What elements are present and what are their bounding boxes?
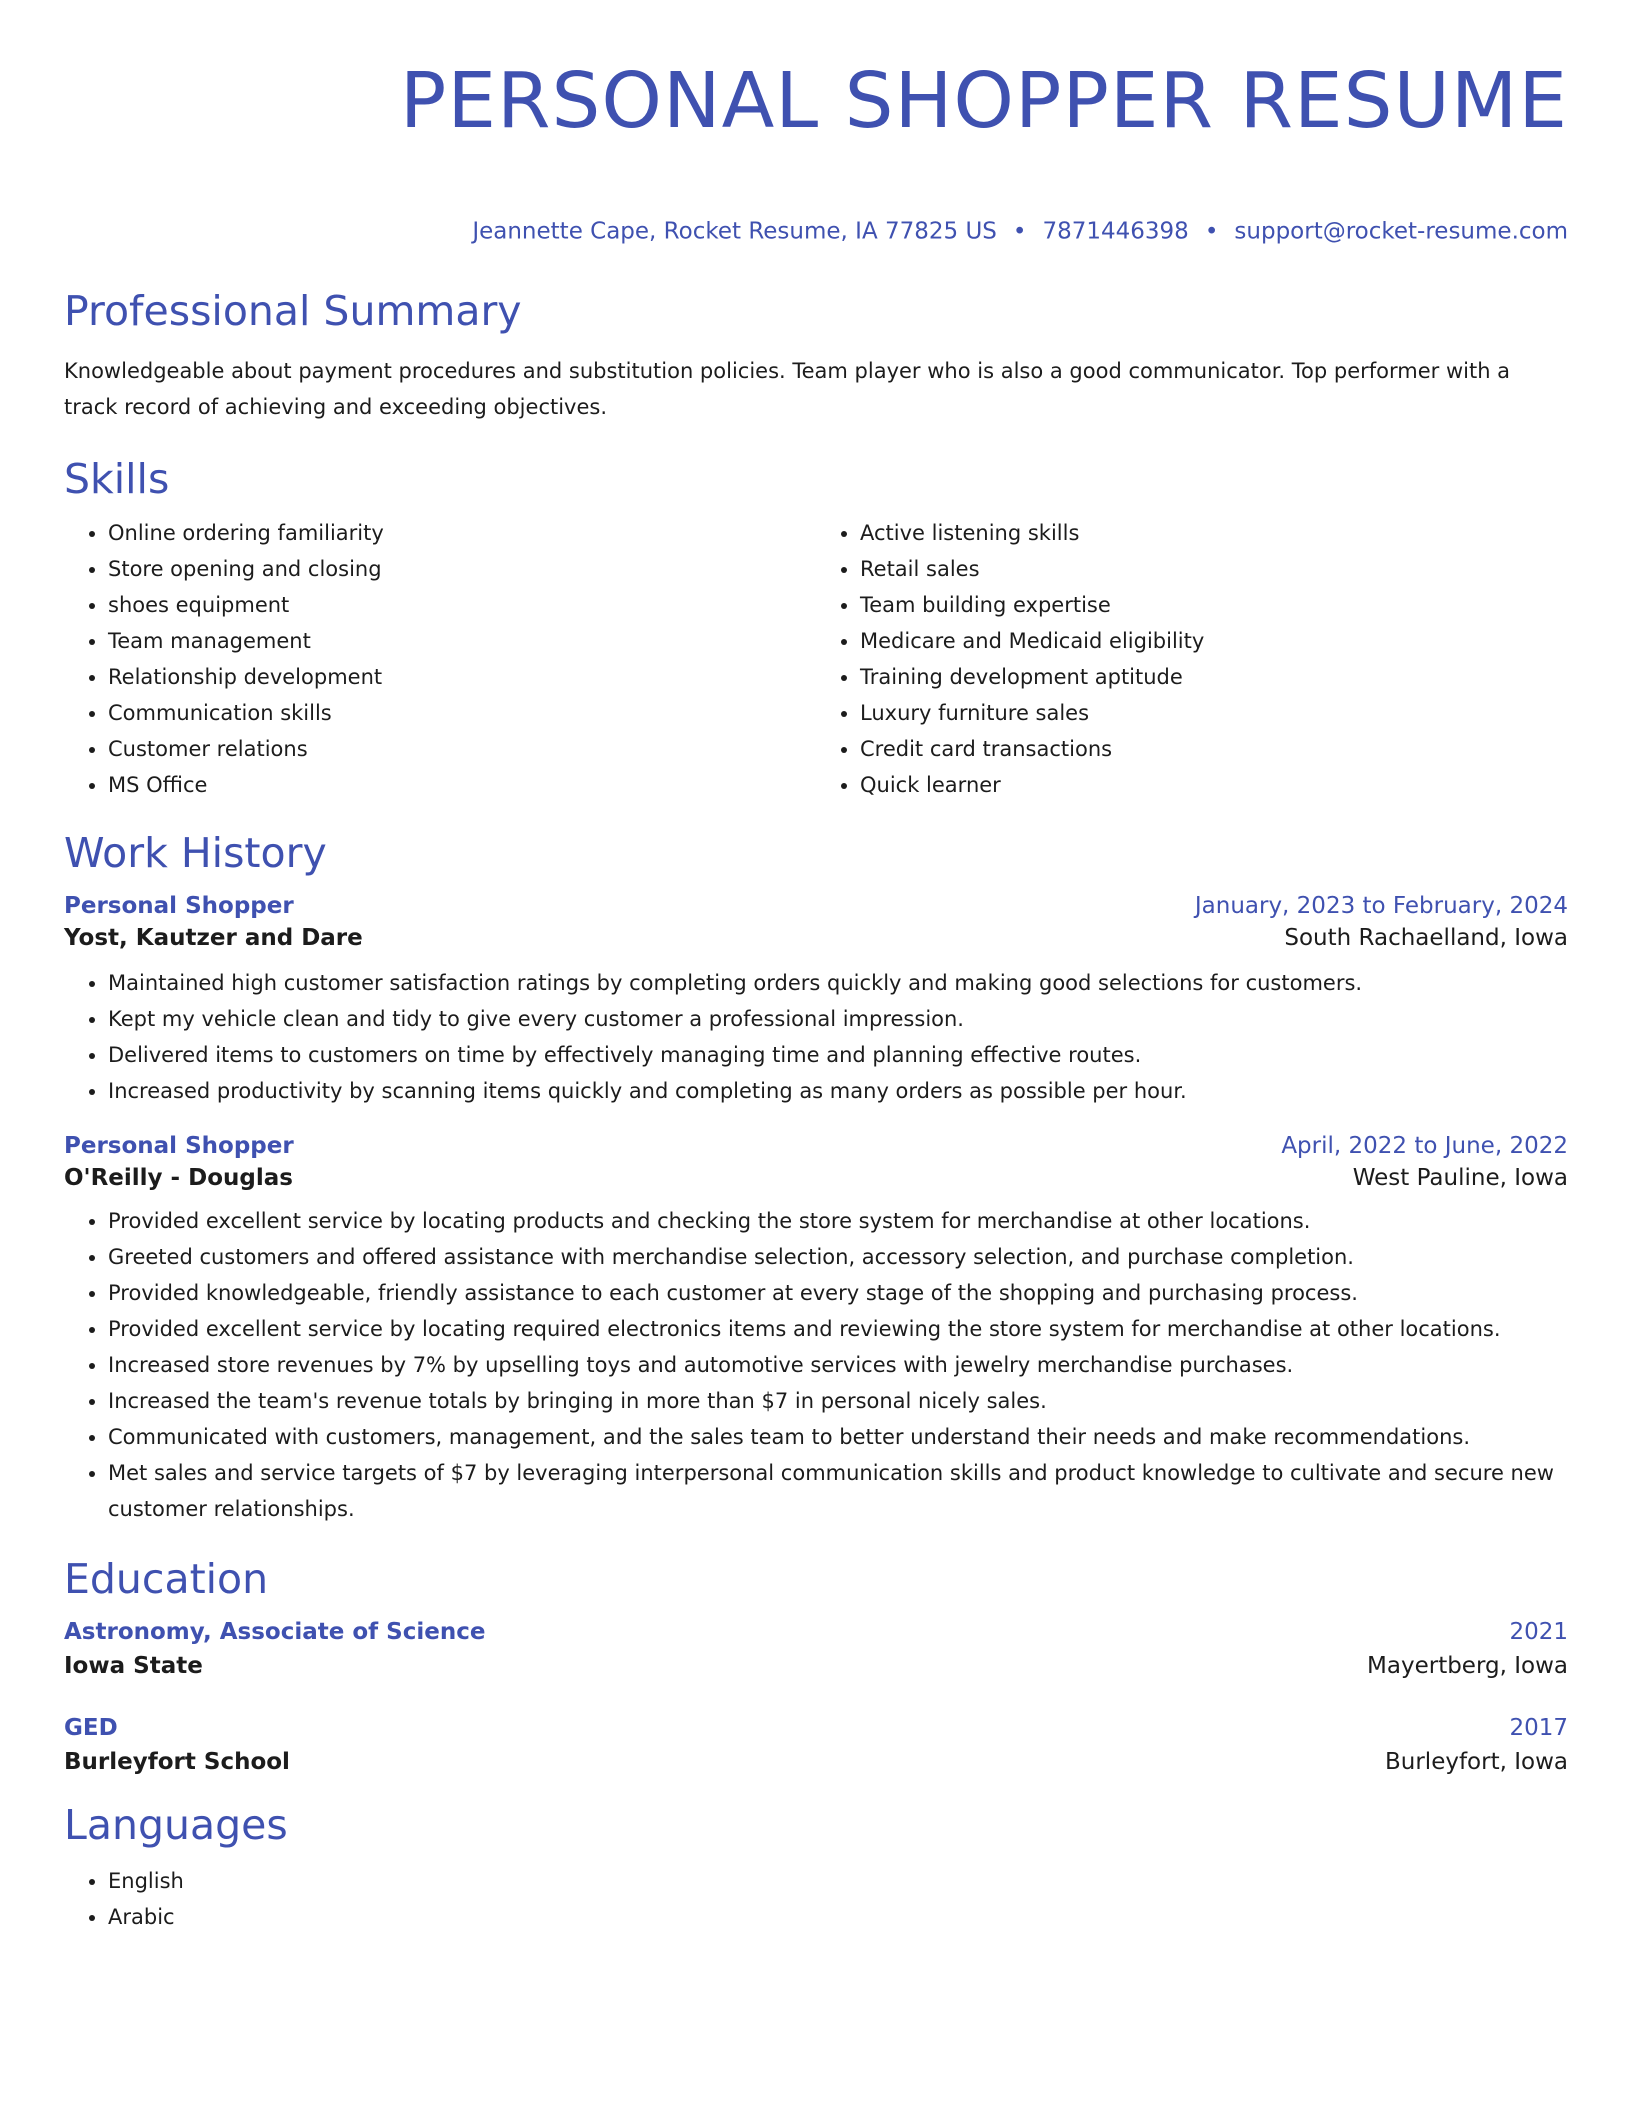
skill-item: • Quick learner [860,767,1568,803]
education-year: 2017 [1509,1714,1568,1741]
skill-item: • Customer relations [108,731,816,767]
education-school-row [64,1653,1568,1679]
job-bullet: • Increased store revenues by 7% by upselling toys and automotive services with jewelry merchandise purchases. [108,1347,1568,1383]
work-section [64,825,1568,1527]
skill-item: • MS Office [108,767,816,803]
contact-separator: • [1012,218,1027,245]
skill-item: • Communication skills [108,695,816,731]
education-degree-row [64,1619,1568,1645]
skills-section [64,451,1568,803]
skill-item: • shoes equipment [108,587,816,623]
contact-email[interactable]: support@rocket-resume.com [1234,218,1568,245]
job-bullet: • Met sales and service targets of $7 by leveraging interpersonal communication skills and product knowledge to cultivate and secure new customer relationships. [108,1455,1568,1527]
education-year: 2021 [1509,1618,1568,1645]
job-bullet: • Provided excellent service by locating products and checking the store system for merchandise at other locations. [108,1203,1568,1239]
job-dates: April, 2022 to June, 2022 [1281,1132,1568,1159]
education-school-row [64,1749,1568,1775]
skills-list-right [816,515,1568,803]
education-heading: Education [64,1554,269,1603]
job-bullet: • Greeted customers and offered assistance with merchandise selection, accessory selection, and purchase completion. [108,1239,1568,1275]
contact-line [64,216,1568,247]
job-company: O'Reilly - Douglas [64,1164,293,1191]
languages-list [64,1863,1568,1935]
skill-item: • Credit card transactions [860,731,1568,767]
work-heading: Work History [64,828,327,877]
skills-list-left [64,515,816,803]
education-school: Burleyfort School [64,1748,290,1775]
skill-item: • Retail sales [860,551,1568,587]
summary-text: Knowledgeable about payment procedures and substitution policies. Team player who is also a good communicator. Top performer with a track record of achieving and exceeding objectives. [64,358,1511,419]
education-degree: GED [64,1714,118,1741]
education-degree-row [64,1715,1568,1741]
job-bullet: • Communicated with customers, management, and the sales team to better understand their needs and make recommendations. [108,1419,1568,1455]
job-bullet: • Provided excellent service by locating required electronics items and reviewing the store system for merchandise at other locations. [108,1311,1568,1347]
job-bullet: • Delivered items to customers on time by effectively managing time and planning effective routes. [108,1037,1568,1073]
skill-item: • Team building expertise [860,587,1568,623]
skill-item: • Active listening skills [860,515,1568,551]
job-dates: January, 2023 to February, 2024 [1194,892,1568,919]
job-bullet: • Kept my vehicle clean and tidy to give every customer a professional impression. [108,1001,1568,1037]
education-entry [64,1619,1568,1679]
skill-item: • Luxury furniture sales [860,695,1568,731]
education-location: Mayertberg, Iowa [1367,1652,1568,1679]
job-bullets [64,1203,1568,1527]
skill-item: • Store opening and closing [108,551,816,587]
job-company-row [64,925,1568,951]
skills-heading: Skills [64,454,170,503]
contact-phone: 7871446398 [1042,218,1189,245]
resume-title: PERSONAL SHOPPER RESUME [399,57,1568,146]
job-bullet: • Maintained high customer satisfaction ratings by completing orders quickly and making good selections for customers. [108,965,1568,1001]
summary-section [64,283,1568,425]
languages-heading: Languages [64,1800,288,1849]
skill-item: • Relationship development [108,659,816,695]
job-entry [64,1133,1568,1527]
language-item: • English [108,1863,1568,1899]
languages-section [64,1797,1568,1935]
skill-item: • Team management [108,623,816,659]
job-bullet: • Increased the team's revenue totals by bringing in more than $7 in personal nicely sales. [108,1383,1568,1419]
job-title-row [64,1133,1568,1159]
job-bullet: • Increased productivity by scanning items quickly and completing as many orders as possible per hour. [108,1073,1568,1109]
contact-separator: • [1204,218,1219,245]
language-item: • Arabic [108,1899,1568,1935]
education-entry [64,1715,1568,1775]
job-bullets [64,965,1568,1109]
summary-heading: Professional Summary [64,286,522,335]
job-title: Personal Shopper [64,1132,294,1159]
job-bullet: • Provided knowledgeable, friendly assistance to each customer at every stage of the shopping and purchasing process. [108,1275,1568,1311]
job-company: Yost, Kautzer and Dare [64,924,363,951]
education-section [64,1551,1568,1775]
skills-columns [64,515,1568,803]
skill-item: • Medicare and Medicaid eligibility [860,623,1568,659]
job-entry [64,893,1568,1109]
education-location: Burleyfort, Iowa [1385,1748,1568,1775]
contact-address: Jeannette Cape, Rocket Resume, IA 77825 US [472,218,997,245]
job-title-row [64,893,1568,919]
job-company-row [64,1165,1568,1191]
job-location: West Pauline, Iowa [1352,1164,1568,1191]
job-location: South Rachaelland, Iowa [1284,924,1568,951]
education-school: Iowa State [64,1652,203,1679]
skill-item: • Training development aptitude [860,659,1568,695]
job-title: Personal Shopper [64,892,294,919]
education-degree: Astronomy, Associate of Science [64,1618,486,1645]
skill-item: • Online ordering familiarity [108,515,816,551]
